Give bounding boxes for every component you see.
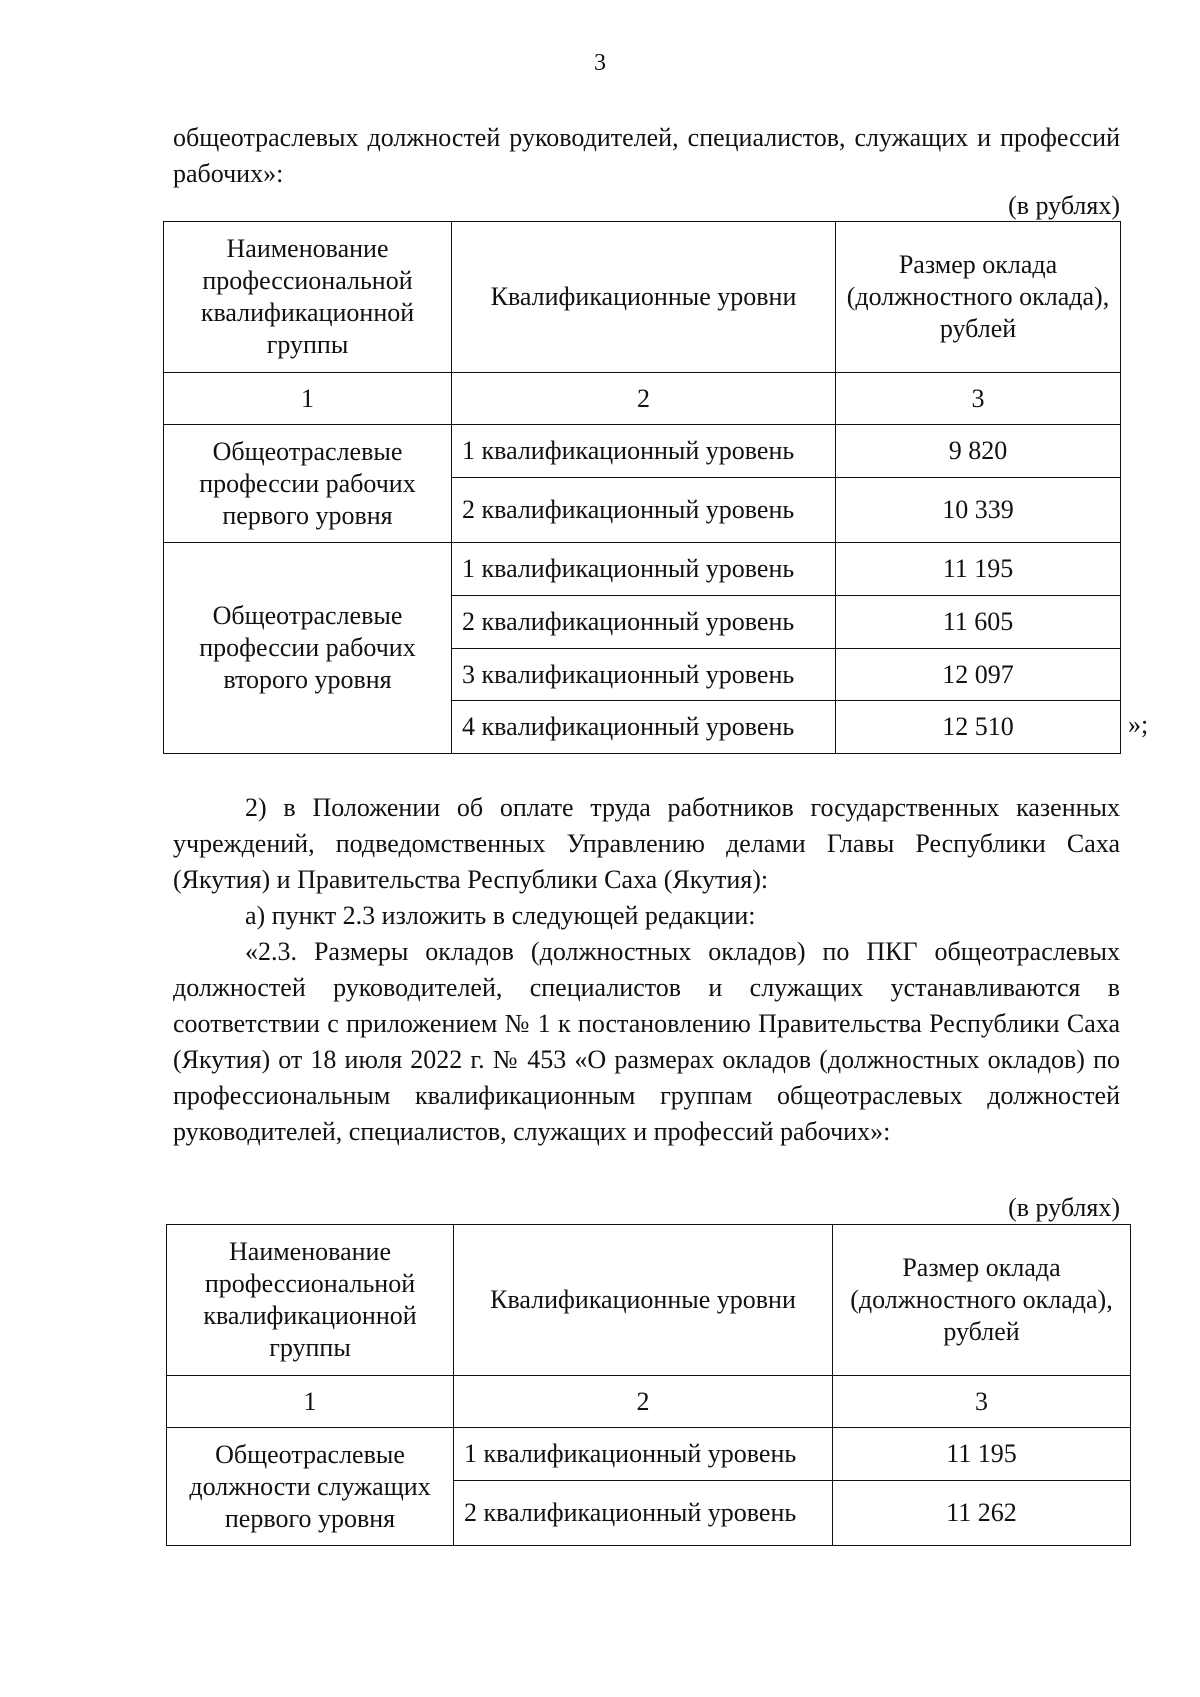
qual-level: 2 квалификационный уровень (452, 596, 836, 649)
paragraph-item-a: а) пункт 2.3 изложить в следующей редакции: (245, 901, 756, 930)
table-header-row (167, 1225, 1131, 1376)
group-name: Общеотраслевые должности служащих первого уровня (167, 1428, 454, 1546)
qual-level: 2 квалификационный уровень (452, 478, 836, 543)
table1-unit-note: (в рублях) (1008, 191, 1120, 220)
column-number: 3 (833, 1376, 1131, 1428)
salary-value: 10 339 (836, 478, 1121, 543)
table-row (164, 543, 1121, 596)
column-number-row (164, 373, 1121, 425)
header-salary: Размер оклада (должностного оклада), рублей (833, 1225, 1131, 1376)
paragraph-clause-2-3: «2.3. Размеры окладов (должностных окладов) по ПКГ общеотраслевых должностей руководителей, специалистов и служащих устанавливаются в соответствии с приложением № 1 к постановлению Правительства Республики Саха (Якутия) от 18 июля 2022 г. № 453 «О размерах окладов (должностных окладов) по профессиональным квалификационным группам общеотраслевых должностей руководителей, специалистов, служащих и профессий рабочих»: (173, 937, 1120, 1146)
closing-quote: »; (1128, 710, 1149, 739)
intro-paragraph: общеотраслевых должностей руководителей, специалистов, служащих и профессий рабочих»: (173, 123, 1120, 188)
salary-value: 11 262 (833, 1481, 1131, 1546)
table-row (164, 425, 1121, 478)
salary-table-employees (166, 1224, 1131, 1546)
column-number: 1 (164, 373, 452, 425)
column-number: 2 (452, 373, 836, 425)
salary-table-workers (163, 221, 1121, 754)
page-number: 3 (594, 50, 606, 76)
header-group-name: Наименование профессиональной квалификационной группы (164, 222, 452, 373)
header-salary: Размер оклада (должностного оклада), рублей (836, 222, 1121, 373)
salary-value: 11 605 (836, 596, 1121, 649)
salary-value: 12 510 (836, 701, 1121, 754)
header-qual-levels: Квалификационные уровни (454, 1225, 833, 1376)
column-number: 3 (836, 373, 1121, 425)
column-number: 2 (454, 1376, 833, 1428)
salary-value: 9 820 (836, 425, 1121, 478)
qual-level: 3 квалификационный уровень (452, 649, 836, 701)
qual-level: 1 квалификационный уровень (452, 425, 836, 478)
qual-level: 2 квалификационный уровень (454, 1481, 833, 1546)
column-number: 1 (167, 1376, 454, 1428)
table-header-row (164, 222, 1121, 373)
salary-value: 12 097 (836, 649, 1121, 701)
paragraph-item-2: 2) в Положении об оплате труда работников государственных казенных учреждений, подведомственных Управлению делами Главы Республики Саха (Якутия) и Правительства Республики Саха (Якутия): (173, 793, 1120, 894)
column-number-row (167, 1376, 1131, 1428)
header-qual-levels: Квалификационные уровни (452, 222, 836, 373)
group-name: Общеотраслевые профессии рабочих второго уровня (164, 543, 452, 754)
table-row (167, 1428, 1131, 1481)
salary-value: 11 195 (833, 1428, 1131, 1481)
qual-level: 1 квалификационный уровень (452, 543, 836, 596)
header-group-name: Наименование профессиональной квалификационной группы (167, 1225, 454, 1376)
table2-unit-note: (в рублях) (1008, 1193, 1120, 1222)
qual-level: 4 квалификационный уровень (452, 701, 836, 754)
qual-level: 1 квалификационный уровень (454, 1428, 833, 1481)
salary-value: 11 195 (836, 543, 1121, 596)
group-name: Общеотраслевые профессии рабочих первого уровня (164, 425, 452, 543)
